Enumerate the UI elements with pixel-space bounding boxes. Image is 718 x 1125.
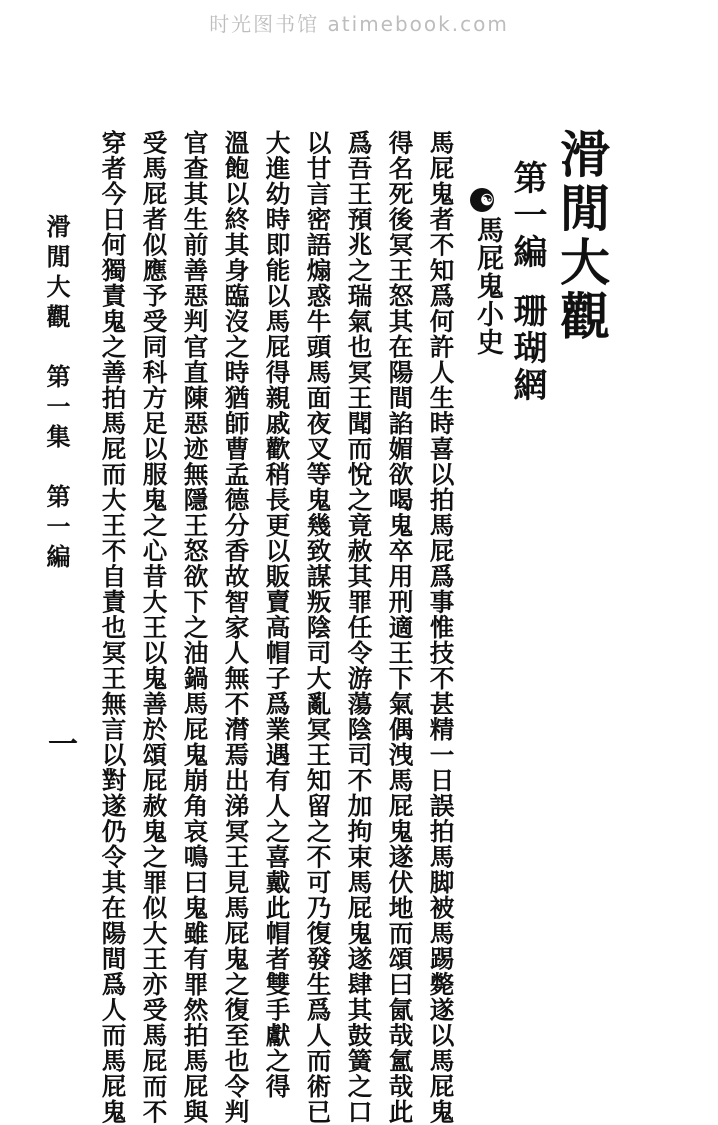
text-column-7: 官查其生前善惡判官直陳惡迹無隱王怒欲下之油鍋馬屁鬼崩角哀鳴曰鬼雖有罪然拍馬屁與 bbox=[180, 130, 210, 1125]
section-name: 珊瑚網 bbox=[507, 293, 547, 404]
text-column-2: 得名死後冥王怒其在陽間諂媚欲喝鬼卒用刑適王下氣偶洩馬屁鬼遂伏地而頌曰氤哉氳哉此 bbox=[385, 130, 415, 1125]
text-column-3: 爲吾王預兆之瑞氣也冥王聞而悅之竟赦其罪任令游蕩陰司不加拘束馬屁鬼遂肆其鼓簧之口 bbox=[344, 130, 374, 1125]
text-column-9: 穿者今日何獨責鬼之善拍馬屁而大王不自責也冥王無言以對遂仍令其在陽間爲人而馬屁鬼 bbox=[98, 130, 128, 1125]
section-number: 第一編 bbox=[507, 160, 547, 271]
article-title: 馬屁鬼小史 bbox=[472, 216, 503, 356]
watermark: 时光图书馆 atimebook.com bbox=[209, 12, 509, 36]
yin-yang-icon: ☯ bbox=[470, 188, 494, 212]
page-number: 一 bbox=[42, 728, 77, 758]
text-column-4: 以甘言密語煽惑牛頭馬面夜叉等鬼幾致謀叛陰司大亂冥王知留之不可乃復發生爲人而術已 bbox=[303, 130, 333, 1125]
book-title: 滑閒大觀 bbox=[552, 128, 611, 344]
article-heading bbox=[470, 188, 501, 356]
text-column-1: 馬屁鬼者不知爲何許人生時喜以拍馬屁爲事惟技不甚精一日誤拍馬脚被馬踢斃遂以馬屁鬼 bbox=[426, 130, 456, 1125]
section-heading bbox=[507, 160, 547, 404]
text-column-6: 溫飽以終其身臨沒之時猶師曹孟德分香故智家人無不潸焉出涕冥王見馬屁鬼之復至也令判 bbox=[221, 130, 251, 1125]
text-column-5: 大進幼時即能以馬屁得親戚歡稍長更以販賣高帽子爲業遇有人之喜戴此帽者雙手獻之得 bbox=[262, 130, 292, 1099]
running-header: 滑閒大觀 第一集 第一編 bbox=[42, 214, 71, 574]
text-column-8: 受馬屁者似應予受同科方足以服鬼之心昔大王以鬼善於頌屁赦鬼之罪似大王亦受馬屁而不 bbox=[139, 130, 169, 1125]
